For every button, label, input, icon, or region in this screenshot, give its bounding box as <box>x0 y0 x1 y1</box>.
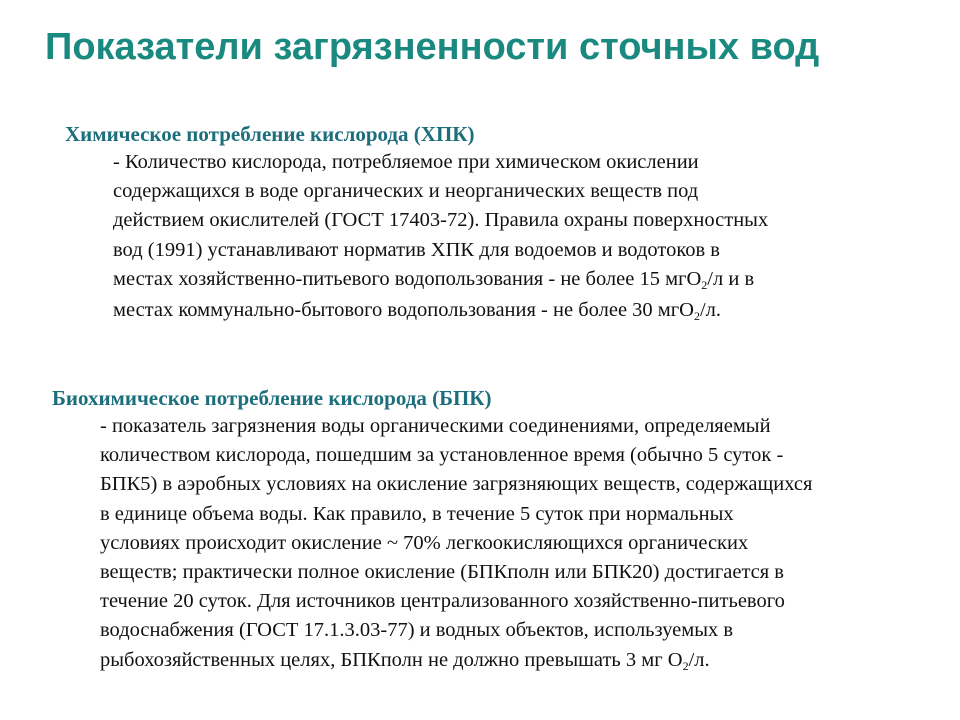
cod-line-5-text: местах хозяйственно-питьевого водопользования - не более 15 мгО <box>113 267 702 290</box>
cod-line-5-unit: /л и в <box>707 267 755 290</box>
cod-line-6-text: местах коммунально-бытового водопользования - не более 30 мгО <box>113 299 694 322</box>
bod-line-2: количеством кислорода, пошедшим за установленное время (обычно 5 суток - <box>100 444 784 467</box>
bod-line-6: веществ; практически полное окисление (БПКполн или БПК20) достигается в <box>100 561 784 584</box>
cod-line-4: вод (1991) устанавливают норматив ХПК для водоемов и водотоков в <box>113 238 720 261</box>
cod-line-6 <box>113 296 768 325</box>
cod-line-3: действием окислителей (ГОСТ 17403-72). Правила охраны поверхностных <box>113 209 769 232</box>
bod-line-9 <box>100 646 812 675</box>
bod-line-9-subscript: 2 <box>682 658 689 673</box>
cod-line-5-subscript: 2 <box>701 277 708 292</box>
cod-line-1: - Количество кислорода, потребляемое при химическом окислении <box>113 151 699 173</box>
cod-line-5 <box>113 265 768 294</box>
cod-description <box>113 148 768 325</box>
cod-line-6-unit: /л. <box>699 299 722 322</box>
bod-line-4: в единице объема воды. Как правило, в течение 5 суток при нормальных <box>100 502 734 525</box>
bod-line-3: БПК5) в аэробных условиях на окисление загрязняющих веществ, содержащихся <box>100 473 813 496</box>
bod-line-7: течение 20 суток. Для источников централизованного хозяйственно-питьевого <box>100 590 785 613</box>
cod-line-2: содержащихся в воде органических и неорганических веществ под <box>113 180 699 203</box>
cod-line-6-subscript: 2 <box>693 309 700 324</box>
bod-line-8: водоснабжения (ГОСТ 17.1.3.03-77) и водных объектов, используемых в <box>100 619 734 642</box>
bod-line-9-text: рыбохозяйственных целях, БПКполн не должно превышать 3 мг O <box>100 648 683 671</box>
bod-line-1: - показатель загрязнения воды органическими соединениями, определяемый <box>100 415 771 437</box>
bod-line-5: условиях происходит окисление ~ 70% легкоокисляющихся органических <box>100 531 749 554</box>
page-title: Показатели загрязненности сточных вод <box>45 26 820 68</box>
cod-heading: Химическое потребление кислорода (ХПК) <box>65 122 475 146</box>
bod-description <box>100 412 812 675</box>
bod-heading: Биохимическое потребление кислорода (БПК) <box>52 386 492 410</box>
bod-line-9-unit: /л. <box>688 648 710 671</box>
